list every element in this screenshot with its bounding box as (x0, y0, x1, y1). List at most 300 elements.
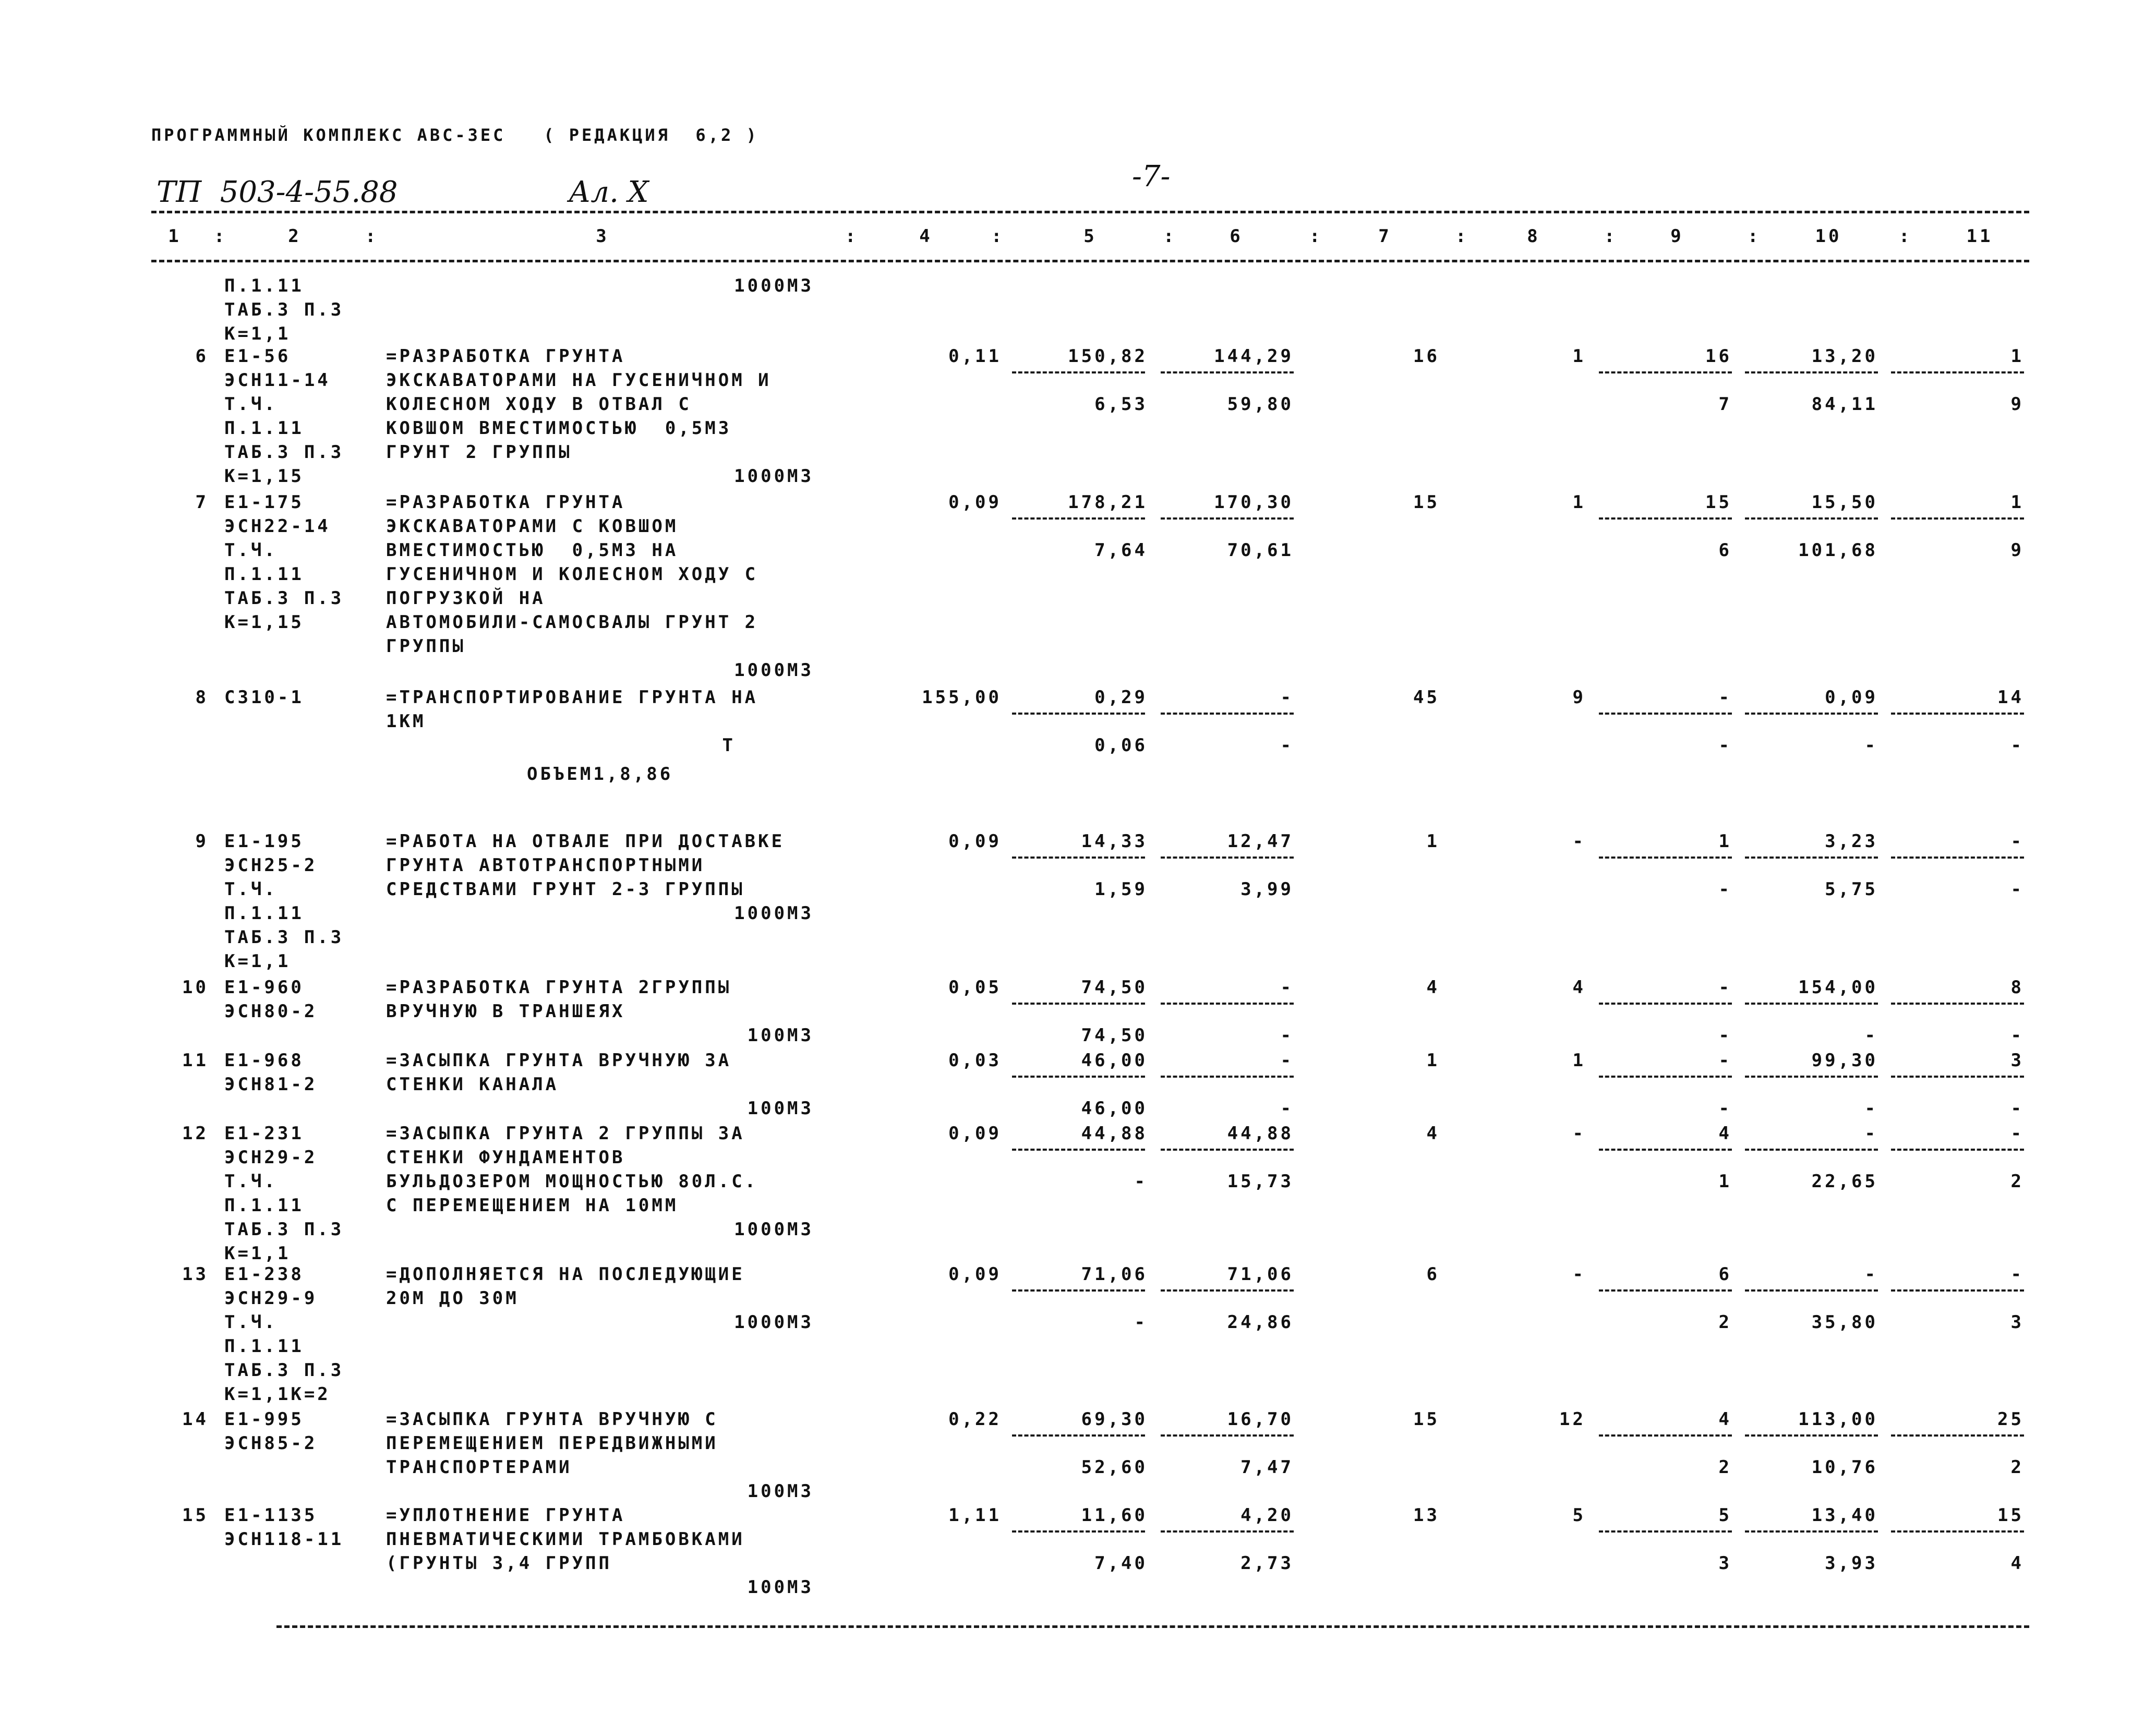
cell-col11-lower: 4 (2010, 1553, 2024, 1574)
row-unit: 1000М3 (734, 1219, 814, 1240)
column-header-8: 8 (1527, 226, 1540, 247)
row-unit: Т (722, 735, 736, 756)
cell-col11-lower: 9 (2010, 394, 2024, 415)
fraction-rule (1161, 1149, 1294, 1151)
cell-cost-wages: - (1134, 1171, 1148, 1192)
row-code-line: Т.Ч. (224, 1171, 278, 1192)
cell-col8: 1 (1572, 1050, 1586, 1071)
row-code-line: К=1,1 (224, 1243, 291, 1264)
column-separator: : (365, 226, 379, 247)
cell-cost-machine-wages: - (1280, 1098, 1294, 1119)
row-description-line: КОЛЕСНОМ ХОДУ В ОТВАЛ С (386, 394, 692, 415)
cell-col9: 4 (1718, 1409, 1732, 1430)
cell-cost-total: 11,60 (1081, 1505, 1148, 1526)
row-description-line: =УПЛОТНЕНИЕ ГРУНТА (386, 1505, 625, 1526)
cell-cost-wages: 7,40 (1094, 1553, 1148, 1574)
cell-col7: 1 (1426, 831, 1440, 852)
row-description-line: С ПЕРЕМЕЩЕНИЕМ НА 10ММ (386, 1195, 679, 1216)
row-number: 14 (182, 1409, 209, 1430)
cell-col10: 3,23 (1825, 831, 1878, 852)
row-description-line: СРЕДСТВАМИ ГРУНТ 2-3 ГРУППЫ (386, 879, 745, 900)
fraction-rule (1891, 371, 2024, 373)
cell-cost-machine-wages: - (1280, 1025, 1294, 1046)
cell-col7: 45 (1413, 687, 1440, 708)
cell-cost-machines: 12,47 (1227, 831, 1294, 852)
header-rule-top (151, 211, 2029, 213)
row-unit: 1000М3 (734, 466, 814, 487)
cell-col9-lower: 2 (1718, 1457, 1732, 1478)
fraction-rule (1599, 1289, 1732, 1292)
fraction-rule (1891, 1434, 2024, 1437)
cell-col9: 15 (1705, 492, 1732, 513)
cell-col10-lower: 22,65 (1811, 1171, 1878, 1192)
row-code-line: ЭСН22-14 (224, 516, 331, 537)
fraction-rule (1012, 1530, 1145, 1533)
row-code-line: С310-1 (224, 687, 304, 708)
carry-unit: 1000М3 (734, 275, 814, 296)
cell-quantity: 0,05 (948, 977, 1002, 998)
column-separator: : (1309, 226, 1323, 247)
row-code-line: П.1.11 (224, 1195, 304, 1216)
row-code-line: К=1,1К=2 (224, 1384, 331, 1405)
cell-quantity: 0,09 (948, 831, 1002, 852)
row-number: 15 (182, 1505, 209, 1526)
cell-col11: 1 (2010, 346, 2024, 367)
cell-col10: 154,00 (1798, 977, 1878, 998)
row-unit: 1000М3 (734, 1312, 814, 1333)
fraction-rule (1012, 1149, 1145, 1151)
cell-col10: 13,40 (1811, 1505, 1878, 1526)
row-code-line: ТАБ.3 П.3 (224, 442, 344, 463)
fraction-rule (1599, 1530, 1732, 1533)
fraction-rule (1745, 857, 1878, 859)
cell-col8: - (1572, 831, 1586, 852)
row-description-line: ПОГРУЗКОЙ НА (386, 588, 546, 609)
fraction-rule (1745, 1530, 1878, 1533)
row-code-line: П.1.11 (224, 564, 304, 585)
cell-col9: 6 (1718, 1264, 1732, 1285)
cell-col9-lower: 3 (1718, 1553, 1732, 1574)
cell-col11-lower: 2 (2010, 1457, 2024, 1478)
row-code-line: Е1-238 (224, 1264, 304, 1285)
cell-cost-total: 71,06 (1081, 1264, 1148, 1285)
cell-cost-wages: 7,64 (1094, 540, 1148, 561)
row-code-line: Е1-1135 (224, 1505, 318, 1526)
row-description-line: КОВШОМ ВМЕСТИМОСТЬЮ 0,5М3 (386, 418, 732, 439)
fraction-rule (1745, 1003, 1878, 1005)
cell-cost-machines: 144,29 (1214, 346, 1294, 367)
cell-col9: 4 (1718, 1123, 1732, 1144)
cell-cost-total: 74,50 (1081, 977, 1148, 998)
column-header-2: 2 (288, 226, 302, 247)
row-code-line: Т.Ч. (224, 1312, 278, 1333)
row-unit: 1000М3 (734, 660, 814, 681)
cell-cost-total: 150,82 (1068, 346, 1148, 367)
cell-cost-total: 44,88 (1081, 1123, 1148, 1144)
cell-col11-lower: 2 (2010, 1171, 2024, 1192)
carry-code-line: К=1,1 (224, 323, 291, 344)
row-code-line: ТАБ.3 П.3 (224, 1360, 344, 1381)
fraction-rule (1891, 713, 2024, 715)
row-code-line: ЭСН11-14 (224, 370, 331, 391)
cell-col10-lower: 35,80 (1811, 1312, 1878, 1333)
cell-col10: 113,00 (1798, 1409, 1878, 1430)
cell-col10: 99,30 (1811, 1050, 1878, 1071)
row-code-line: Т.Ч. (224, 394, 278, 415)
cell-col11: 25 (1997, 1409, 2024, 1430)
fraction-rule (1745, 1289, 1878, 1292)
cell-cost-total: 178,21 (1068, 492, 1148, 513)
fraction-rule (1891, 1076, 2024, 1078)
row-unit: 100М3 (747, 1481, 814, 1502)
column-header-9: 9 (1670, 226, 1684, 247)
fraction-rule (1891, 857, 2024, 859)
row-description-line: СТЕНКИ КАНАЛА (386, 1074, 559, 1095)
fraction-rule (1012, 371, 1145, 373)
carry-code-line: ТАБ.3 П.3 (224, 299, 344, 320)
cell-col9: - (1718, 1050, 1732, 1071)
row-description-line: 20М ДО 30М (386, 1288, 519, 1309)
cell-col7: 4 (1426, 977, 1440, 998)
cell-cost-machine-wages: - (1280, 735, 1294, 756)
fraction-rule (1161, 517, 1294, 520)
fraction-rule (1745, 371, 1878, 373)
fraction-rule (1599, 1434, 1732, 1437)
cell-col11-lower: - (2010, 735, 2024, 756)
cell-quantity: 1,11 (948, 1505, 1002, 1526)
row-code-line: ЭСН118-11 (224, 1529, 344, 1550)
cell-col10: - (1864, 1264, 1878, 1285)
row-code-line: П.1.11 (224, 1336, 304, 1357)
cell-col8: 1 (1572, 492, 1586, 513)
cell-col9: - (1718, 977, 1732, 998)
cell-col11-lower: 9 (2010, 540, 2024, 561)
column-header-11: 11 (1966, 226, 1993, 247)
fraction-rule (1012, 517, 1145, 520)
fraction-rule (1161, 857, 1294, 859)
fraction-rule (1891, 1003, 2024, 1005)
row-code-line: К=1,15 (224, 612, 304, 633)
cell-col9-lower: 6 (1718, 540, 1732, 561)
cell-cost-machines: 170,30 (1214, 492, 1294, 513)
cell-col9-lower: 7 (1718, 394, 1732, 415)
row-description-line: 1КМ (386, 711, 426, 732)
cell-col11: 8 (2010, 977, 2024, 998)
cell-cost-wages: 0,06 (1094, 735, 1148, 756)
cell-quantity: 155,00 (922, 687, 1002, 708)
cell-col10: 15,50 (1811, 492, 1878, 513)
fraction-rule (1012, 1003, 1145, 1005)
fraction-rule (1161, 713, 1294, 715)
fraction-rule (1891, 1149, 2024, 1151)
cell-cost-wages: 74,50 (1081, 1025, 1148, 1046)
cell-col10-lower: 84,11 (1811, 394, 1878, 415)
cell-col8: - (1572, 1264, 1586, 1285)
row-volume: ОБЪЕМ1,8,86 (527, 764, 673, 785)
cell-col9-lower: - (1718, 1098, 1732, 1119)
row-description-line: =ТРАНСПОРТИРОВАНИЕ ГРУНТА НА (386, 687, 758, 708)
cell-quantity: 0,09 (948, 1264, 1002, 1285)
cell-col10-lower: 101,68 (1798, 540, 1878, 561)
row-description-line: ЭКСКАВАТОРАМИ НА ГУСЕНИЧНОМ И (386, 370, 772, 391)
fraction-rule (1012, 857, 1145, 859)
cell-col11: - (2010, 831, 2024, 852)
cell-cost-machines: - (1280, 1050, 1294, 1071)
row-description-line: ГРУППЫ (386, 636, 466, 657)
row-description-line: =ЗАСЫПКА ГРУНТА 2 ГРУППЫ ЗА (386, 1123, 745, 1144)
cell-col7: 6 (1426, 1264, 1440, 1285)
cell-cost-total: 69,30 (1081, 1409, 1148, 1430)
cell-cost-wages: - (1134, 1312, 1148, 1333)
row-description-line: ЭКСКАВАТОРАМИ С КОВШОМ (386, 516, 679, 537)
row-code-line: Е1-195 (224, 831, 304, 852)
cell-col11: - (2010, 1264, 2024, 1285)
cell-col7: 13 (1413, 1505, 1440, 1526)
fraction-rule (1599, 1076, 1732, 1078)
cell-cost-wages: 1,59 (1094, 879, 1148, 900)
carry-code-line: П.1.11 (224, 275, 304, 296)
row-code-line: Е1-968 (224, 1050, 304, 1071)
row-description-line: БУЛЬДОЗЕРОМ МОЩНОСТЬЮ 80Л.С. (386, 1171, 758, 1192)
cell-col10-lower: - (1864, 735, 1878, 756)
cell-cost-machines: 4,20 (1240, 1505, 1294, 1526)
cell-col9-lower: 2 (1718, 1312, 1732, 1333)
cell-cost-machine-wages: 3,99 (1240, 879, 1294, 900)
column-separator: : (1455, 226, 1469, 247)
fraction-rule (1745, 1076, 1878, 1078)
cell-cost-wages: 6,53 (1094, 394, 1148, 415)
column-header-6: 6 (1230, 226, 1243, 247)
row-number: 12 (182, 1123, 209, 1144)
cell-cost-machine-wages: 70,61 (1227, 540, 1294, 561)
cell-col9: 1 (1718, 831, 1732, 852)
fraction-rule (1599, 857, 1732, 859)
fraction-rule (1012, 713, 1145, 715)
row-description-line: (ГРУНТЫ 3,4 ГРУПП (386, 1553, 612, 1574)
cell-col7: 15 (1413, 492, 1440, 513)
row-description-line: АВТОМОБИЛИ-САМОСВАЛЫ ГРУНТ 2 (386, 612, 758, 633)
fraction-rule (1891, 517, 2024, 520)
row-description-line: =РАЗРАБОТКА ГРУНТА 2ГРУППЫ (386, 977, 732, 998)
column-separator: : (1604, 226, 1618, 247)
fraction-rule (1891, 1289, 2024, 1292)
column-separator: : (214, 226, 227, 247)
row-code-line: ЭСН29-2 (224, 1147, 318, 1168)
fraction-rule (1161, 1289, 1294, 1292)
row-code-line: К=1,15 (224, 466, 304, 487)
cell-col11: - (2010, 1123, 2024, 1144)
cell-cost-wages: 46,00 (1081, 1098, 1148, 1119)
row-description-line: ГУСЕНИЧНОМ И КОЛЕСНОМ ХОДУ С (386, 564, 758, 585)
cell-col9: - (1718, 687, 1732, 708)
cell-cost-machines: 71,06 (1227, 1264, 1294, 1285)
cell-cost-machine-wages: 15,73 (1227, 1171, 1294, 1192)
column-header-5: 5 (1083, 226, 1097, 247)
row-number: 10 (182, 977, 209, 998)
row-code-line: ТАБ.3 П.3 (224, 927, 344, 948)
row-description-line: =РАЗРАБОТКА ГРУНТА (386, 346, 625, 367)
cell-col9-lower: - (1718, 879, 1732, 900)
row-number: 9 (195, 831, 209, 852)
cell-col10-lower: 5,75 (1825, 879, 1878, 900)
fraction-rule (1745, 1434, 1878, 1437)
row-code-line: ЭСН81-2 (224, 1074, 318, 1095)
doc-number: ТП 503-4-55.88 (156, 175, 398, 209)
cell-quantity: 0,22 (948, 1409, 1002, 1430)
cell-cost-wages: 52,60 (1081, 1457, 1148, 1478)
row-code-line: ТАБ.3 П.3 (224, 1219, 344, 1240)
cell-col11-lower: - (2010, 1025, 2024, 1046)
row-unit: 100М3 (747, 1098, 814, 1119)
row-code-line: ЭСН85-2 (224, 1433, 318, 1454)
cell-col9-lower: - (1718, 735, 1732, 756)
cell-cost-machines: 44,88 (1227, 1123, 1294, 1144)
fraction-rule (1599, 1003, 1732, 1005)
row-code-line: К=1,1 (224, 951, 291, 972)
row-unit: 100М3 (747, 1577, 814, 1598)
column-header-3: 3 (596, 226, 609, 247)
cell-col9-lower: - (1718, 1025, 1732, 1046)
column-separator: : (1899, 226, 1912, 247)
cell-col8: - (1572, 1123, 1586, 1144)
row-description-line: ГРУНТ 2 ГРУППЫ (386, 442, 572, 463)
cell-col8: 1 (1572, 346, 1586, 367)
column-separator: : (1163, 226, 1177, 247)
cell-cost-total: 46,00 (1081, 1050, 1148, 1071)
column-separator: : (1748, 226, 1761, 247)
cell-col10: - (1864, 1123, 1878, 1144)
row-code-line: ЭСН25-2 (224, 855, 318, 876)
cell-col7: 1 (1426, 1050, 1440, 1071)
row-description-line: ВМЕСТИМОСТЬЮ 0,5М3 НА (386, 540, 679, 561)
row-unit: 100М3 (747, 1025, 814, 1046)
cell-cost-machine-wages: 24,86 (1227, 1312, 1294, 1333)
cell-col11: 3 (2010, 1050, 2024, 1071)
row-code-line: Т.Ч. (224, 879, 278, 900)
footer-rule (276, 1625, 2029, 1628)
cell-col10-lower: 10,76 (1811, 1457, 1878, 1478)
cell-col8: 5 (1572, 1505, 1586, 1526)
fraction-rule (1745, 713, 1878, 715)
cell-cost-machines: 16,70 (1227, 1409, 1294, 1430)
cell-cost-machine-wages: 7,47 (1240, 1457, 1294, 1478)
cell-cost-machine-wages: 59,80 (1227, 394, 1294, 415)
fraction-rule (1161, 1076, 1294, 1078)
fraction-rule (1161, 371, 1294, 373)
cell-col11: 1 (2010, 492, 2024, 513)
row-code-line: ЭСН29-9 (224, 1288, 318, 1309)
cell-quantity: 0,09 (948, 492, 1002, 513)
column-separator: : (991, 226, 1005, 247)
row-number: 7 (195, 492, 209, 513)
fraction-rule (1891, 1530, 2024, 1533)
cell-col9: 5 (1718, 1505, 1732, 1526)
cell-col11: 14 (1997, 687, 2024, 708)
row-code-line: Е1-995 (224, 1409, 304, 1430)
row-description-line: ТРАНСПОРТЕРАМИ (386, 1457, 572, 1478)
row-description-line: =ДОПОЛНЯЕТСЯ НА ПОСЛЕДУЮЩИЕ (386, 1264, 745, 1285)
row-number: 13 (182, 1264, 209, 1285)
row-code-line: Е1-231 (224, 1123, 304, 1144)
fraction-rule (1599, 1149, 1732, 1151)
row-description-line: ВРУЧНУЮ В ТРАНШЕЯХ (386, 1001, 625, 1022)
cell-col8: 9 (1572, 687, 1586, 708)
cell-col10-lower: - (1864, 1025, 1878, 1046)
fraction-rule (1161, 1434, 1294, 1437)
column-header-4: 4 (919, 226, 933, 247)
fraction-rule (1161, 1530, 1294, 1533)
row-description-line: ПНЕВМАТИЧЕСКИМИ ТРАМБОВКАМИ (386, 1529, 745, 1550)
row-description-line: =РАБОТА НА ОТВАЛЕ ПРИ ДОСТАВКЕ (386, 831, 785, 852)
row-code-line: Е1-960 (224, 977, 304, 998)
cell-col10-lower: - (1864, 1098, 1878, 1119)
row-code-line: Т.Ч. (224, 540, 278, 561)
row-code-line: Е1-175 (224, 492, 304, 513)
cell-quantity: 0,03 (948, 1050, 1002, 1071)
row-code-line: П.1.11 (224, 903, 304, 924)
row-number: 6 (195, 346, 209, 367)
fraction-rule (1745, 1149, 1878, 1151)
cell-col7: 4 (1426, 1123, 1440, 1144)
row-description-line: =ЗАСЫПКА ГРУНТА ВРУЧНУЮ ЗА (386, 1050, 732, 1071)
cell-col9: 16 (1705, 346, 1732, 367)
column-header-1: 1 (168, 226, 182, 247)
cell-col11-lower: - (2010, 879, 2024, 900)
cell-quantity: 0,09 (948, 1123, 1002, 1144)
column-header-7: 7 (1378, 226, 1392, 247)
cell-col7: 16 (1413, 346, 1440, 367)
fraction-rule (1012, 1289, 1145, 1292)
column-separator: : (845, 226, 859, 247)
row-number: 11 (182, 1050, 209, 1071)
cell-col7: 15 (1413, 1409, 1440, 1430)
header-rule-bottom (151, 260, 2029, 262)
cell-cost-total: 0,29 (1094, 687, 1148, 708)
cell-cost-machines: - (1280, 977, 1294, 998)
row-description-line: ГРУНТА АВТОТРАНСПОРТНЫМИ (386, 855, 705, 876)
fraction-rule (1745, 517, 1878, 520)
row-unit: 1000М3 (734, 903, 814, 924)
column-header-10: 10 (1815, 226, 1842, 247)
album-label: Ал. X (569, 175, 649, 209)
cell-col8: 12 (1559, 1409, 1586, 1430)
cell-col8: 4 (1572, 977, 1586, 998)
row-description-line: ПЕРЕМЕЩЕНИЕМ ПЕРЕДВИЖНЫМИ (386, 1433, 718, 1454)
fraction-rule (1599, 517, 1732, 520)
row-description-line: =РАЗРАБОТКА ГРУНТА (386, 492, 625, 513)
row-code-line: ЭСН80-2 (224, 1001, 318, 1022)
row-description-line: =ЗАСЫПКА ГРУНТА ВРУЧНУЮ С (386, 1409, 718, 1430)
page-number: -7- (1132, 160, 1171, 194)
row-code-line: П.1.11 (224, 418, 304, 439)
fraction-rule (1599, 713, 1732, 715)
fraction-rule (1161, 1003, 1294, 1005)
fraction-rule (1012, 1076, 1145, 1078)
cell-col10: 0,09 (1825, 687, 1878, 708)
row-code-line: Е1-56 (224, 346, 291, 367)
cell-col11: 15 (1997, 1505, 2024, 1526)
cell-col11-lower: - (2010, 1098, 2024, 1119)
cell-col9-lower: 1 (1718, 1171, 1732, 1192)
fraction-rule (1599, 371, 1732, 373)
program-title: ПРОГРАММНЫЙ КОМПЛЕКС АВС-ЗЕС ( РЕДАКЦИЯ 6,2 ) (151, 125, 759, 145)
cell-col11-lower: 3 (2010, 1312, 2024, 1333)
row-code-line: ТАБ.3 П.3 (224, 588, 344, 609)
cell-cost-total: 14,33 (1081, 831, 1148, 852)
row-number: 8 (195, 687, 209, 708)
row-description-line: СТЕНКИ ФУНДАМЕНТОВ (386, 1147, 625, 1168)
cell-cost-machine-wages: 2,73 (1240, 1553, 1294, 1574)
